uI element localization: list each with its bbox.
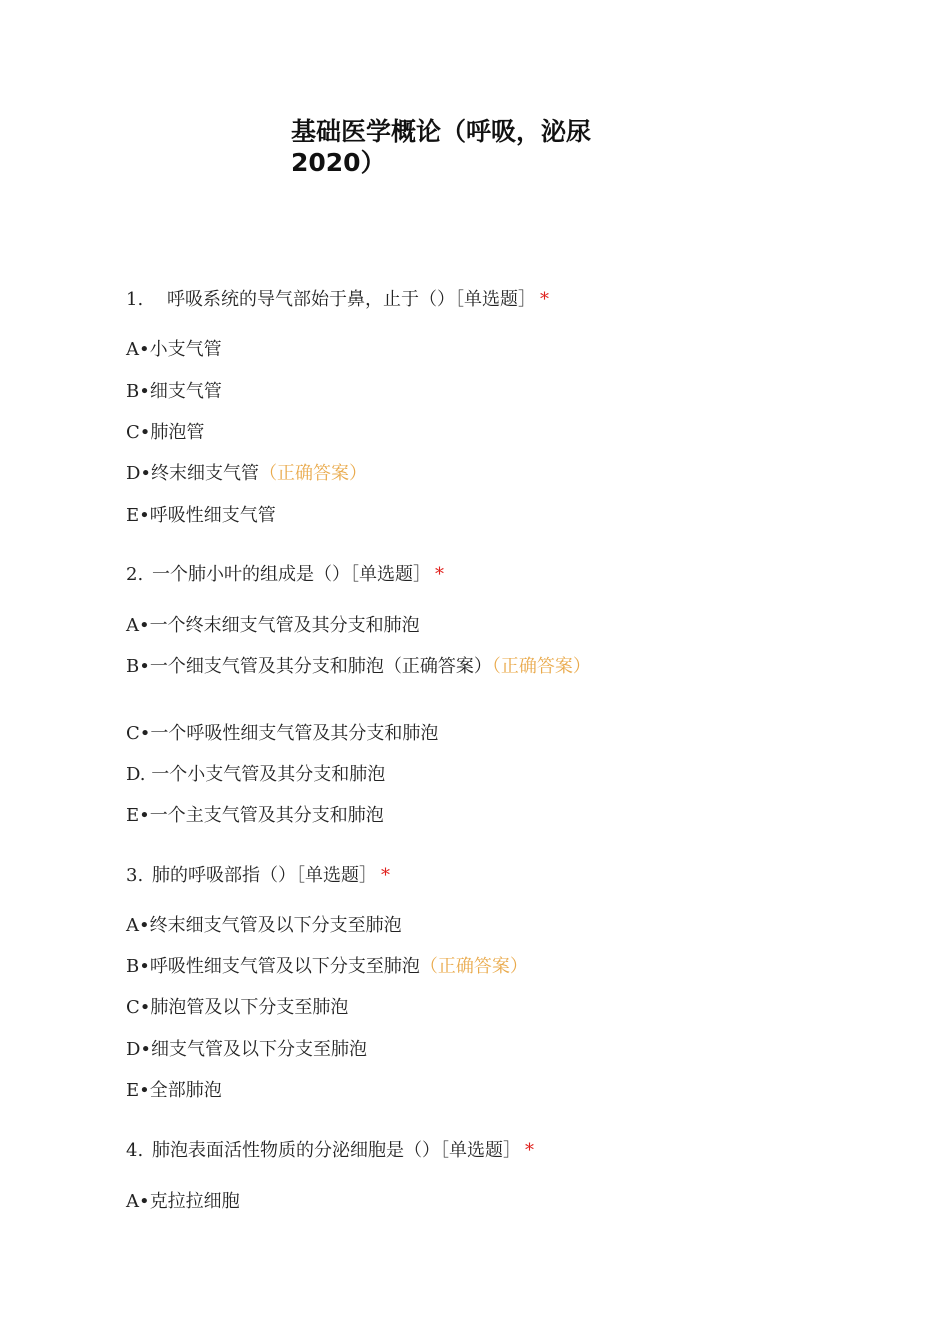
option-label: C•一个呼吸性细支气管及其分支和肺泡 [126, 723, 439, 744]
question-text: 呼吸系统的导气部始于鼻，止于（）［单选题］ [167, 289, 536, 310]
option-3d[interactable] [126, 1038, 626, 1062]
option-2c[interactable] [126, 722, 626, 746]
question-text: 一个肺小叶的组成是（）［单选题］ [152, 564, 431, 585]
question-1 [126, 288, 626, 312]
required-mark: * [435, 564, 444, 585]
question-4 [126, 1139, 626, 1163]
option-label: E•全部肺泡 [126, 1080, 222, 1101]
option-3e[interactable] [126, 1079, 626, 1103]
required-mark: * [540, 289, 549, 310]
option-label: D. 一个小支气管及其分支和肺泡 [126, 764, 386, 785]
option-label: D•细支气管及以下分支至肺泡 [126, 1039, 368, 1060]
option-label: B•呼吸性细支气管及以下分支至肺泡 [126, 956, 420, 977]
option-label: A•终末细支气管及以下分支至肺泡 [126, 915, 402, 936]
option-2d[interactable] [126, 763, 626, 787]
option-label: D•终末细支气管 [126, 463, 260, 484]
option-1e[interactable] [126, 504, 626, 528]
option-1c[interactable] [126, 421, 626, 445]
correct-answer-note: （正确答案） [419, 956, 528, 977]
option-3a[interactable] [126, 914, 626, 938]
option-2b[interactable] [126, 655, 626, 679]
correct-answer-note: （正确答案） [491, 656, 591, 677]
question-number: 2. [126, 564, 144, 585]
option-label: B•一个细支气管及其分支和肺泡（正确答案） [126, 656, 492, 677]
option-label: C•肺泡管 [126, 422, 205, 443]
option-label: A•一个终末细支气管及其分支和肺泡 [126, 615, 420, 636]
option-1b[interactable] [126, 380, 626, 404]
question-text: 肺泡表面活性物质的分泌细胞是（）［单选题］ [152, 1140, 521, 1161]
question-number: 1. [126, 289, 144, 310]
required-mark: * [381, 865, 390, 886]
option-label: A•克拉拉细胞 [126, 1191, 240, 1212]
question-number: 4. [126, 1140, 144, 1161]
option-label: A•小支气管 [126, 339, 222, 360]
option-label: C•肺泡管及以下分支至肺泡 [126, 997, 349, 1018]
correct-answer-note: （正确答案） [259, 463, 368, 484]
option-2a[interactable] [126, 614, 626, 638]
option-2e[interactable] [126, 804, 626, 828]
page-title: 基础医学概论（呼吸，泌尿2020） [291, 117, 592, 177]
option-1a[interactable] [126, 338, 626, 362]
required-mark: * [525, 1140, 534, 1161]
question-2 [126, 563, 626, 587]
option-label: B•细支气管 [126, 381, 222, 402]
option-3c[interactable] [126, 996, 626, 1020]
option-label: E•一个主支气管及其分支和肺泡 [126, 805, 384, 826]
option-label: E•呼吸性细支气管 [126, 505, 276, 526]
option-1d[interactable] [126, 462, 626, 486]
question-number: 3. [126, 865, 144, 886]
question-3 [126, 864, 626, 888]
option-3b[interactable] [126, 955, 626, 979]
option-4a[interactable] [126, 1190, 626, 1214]
question-text: 肺的呼吸部指（）［单选题］ [152, 865, 377, 886]
